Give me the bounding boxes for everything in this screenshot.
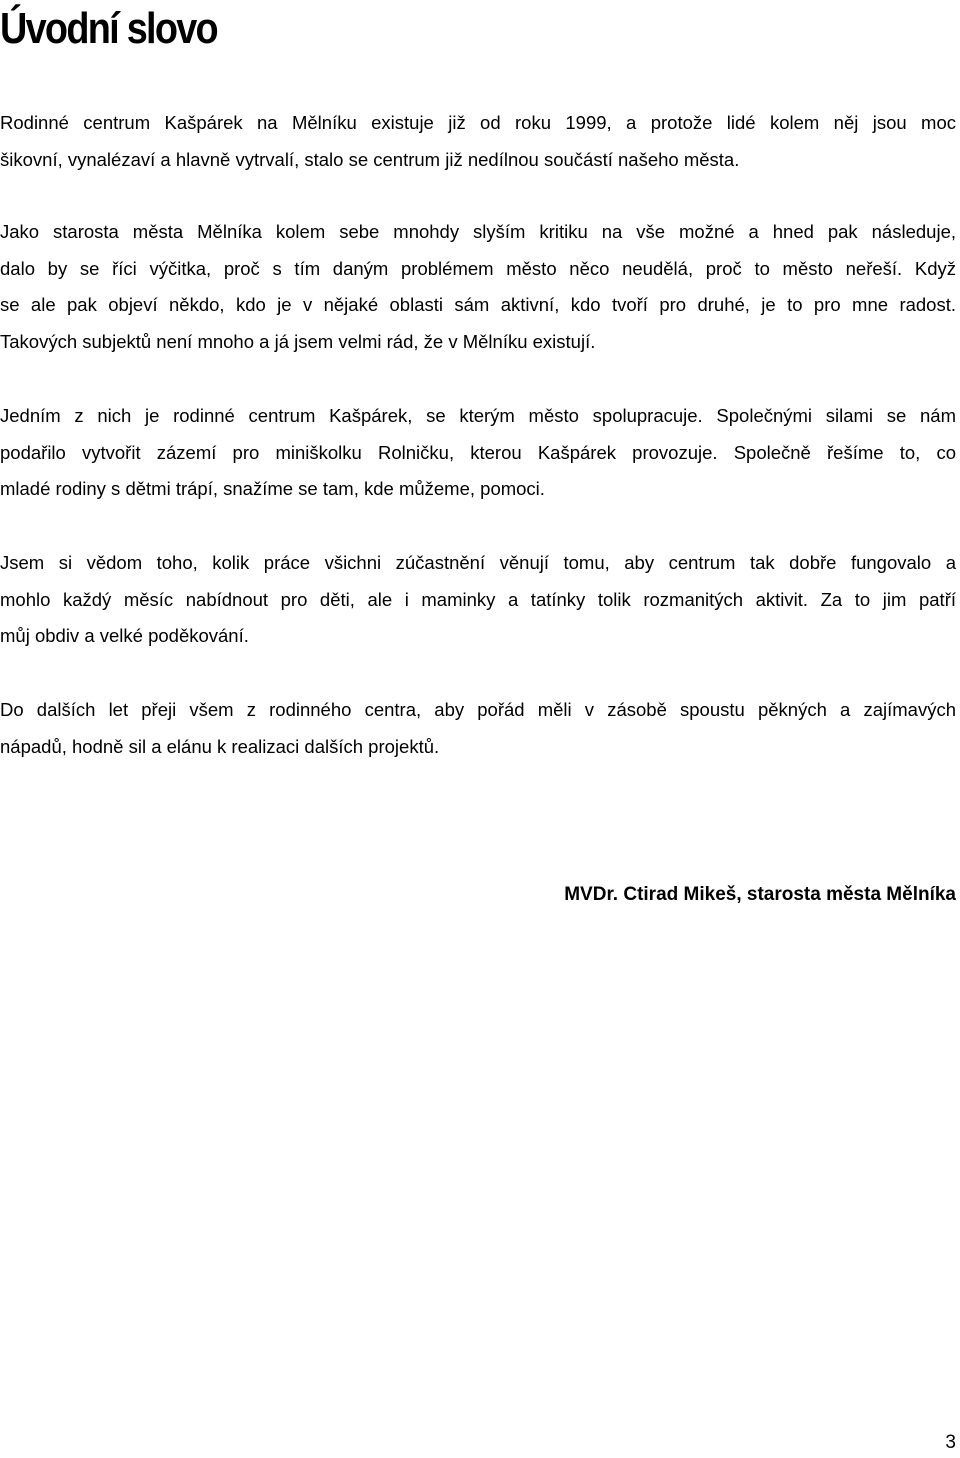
paragraph-line: Rodinné centrum Kašpárek na Mělníku existuje již od roku 1999, a protože lidé kolem něj jsou moc	[0, 112, 956, 133]
paragraph-criticism	[0, 214, 956, 360]
paragraph-line: šikovní, vynalézaví a hlavně vytrvalí, stalo se centrum již nedílnou součástí našeho města.	[0, 148, 740, 170]
paragraph-line: nápadů, hodně sil a elánu k realizaci dalších projektů.	[0, 735, 440, 757]
paragraph-line: Takových subjektů není mnoho a já jsem velmi rád, že v Mělníku existují.	[0, 330, 596, 352]
paragraph-line: Jako starosta města Mělníka kolem sebe mnohdy slyším kritiku na vše možné a hned pak následuje,	[0, 221, 956, 242]
paragraph-wishes	[0, 692, 956, 765]
paragraph-line: mohlo každý měsíc nabídnout pro děti, ale i maminky a tatínky tolik rozmanitých aktivit. Za to jim patří	[0, 588, 956, 610]
paragraph-line: Jedním z nich je rodinné centrum Kašpárek, se kterým město spolupracuje. Společnými silami se nám	[0, 405, 956, 426]
paragraph-line: mladé rodiny s dětmi trápí, snažíme se tam, kde můžeme, pomoci.	[0, 478, 545, 499]
paragraph-intro	[0, 105, 956, 178]
paragraph-line: můj obdiv a velké poděkování.	[0, 625, 249, 646]
paragraph-line: dalo by se říci výčitka, proč s tím daným problémem město něco neudělá, proč to město neřeší. Když	[0, 257, 956, 279]
paragraph-cooperation	[0, 398, 956, 508]
paragraph-line: se ale pak objeví někdo, kdo je v nějaké oblasti sám aktivní, kdo tvoří pro druhé, je to pro mne radost.	[0, 294, 956, 315]
paragraph-thanks	[0, 545, 956, 655]
paragraph-line: Jsem si vědom toho, kolik práce všichni zúčastnění věnují tomu, aby centrum tak dobře fungovalo a	[0, 552, 956, 573]
paragraph-line: Do dalších let přeji všem z rodinného centra, aby pořád měli v zásobě spoustu pěkných a zajímavých	[0, 699, 956, 720]
paragraph-line: podařilo vytvořit zázemí pro miniškolku Rolničku, kterou Kašpárek provozuje. Společně řešíme to, co	[0, 441, 956, 463]
page-number: 3	[945, 1432, 956, 1453]
signature: MVDr. Ctirad Mikeš, starosta města Mělníka	[564, 884, 956, 905]
page-title: Úvodní slovo	[0, 4, 217, 53]
